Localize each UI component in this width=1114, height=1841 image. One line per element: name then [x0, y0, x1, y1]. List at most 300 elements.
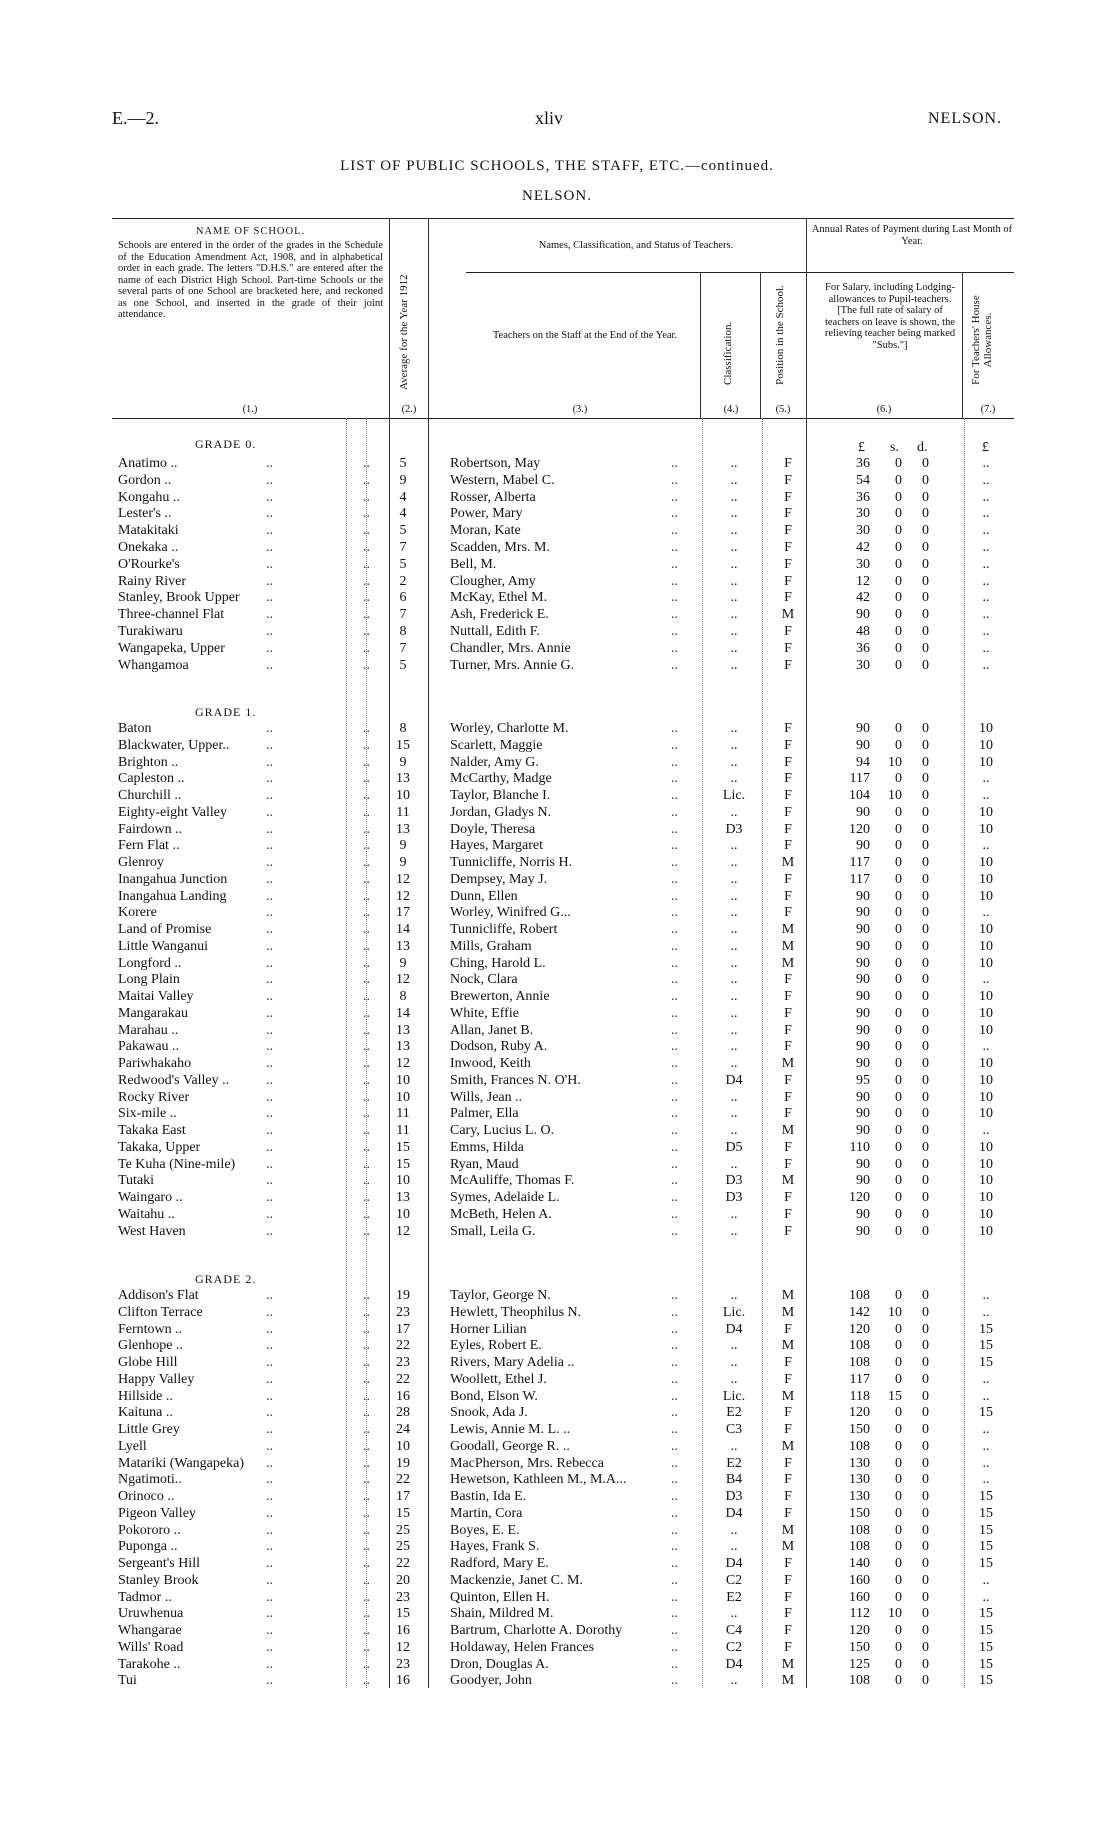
salary-shillings: 0 [895, 624, 902, 639]
teacher-name: Western, Mabel C. [450, 472, 555, 488]
salary-pence: 0 [922, 1589, 929, 1605]
leader-dots: .. [266, 754, 273, 770]
position: M [781, 1173, 795, 1189]
leader-dots: .. [266, 955, 273, 971]
leader-dots: .. [671, 1673, 678, 1689]
leader-dots: .. [363, 1673, 370, 1689]
pound-unit: £ [858, 440, 865, 455]
school-name: Uruwhenua [118, 1606, 184, 1622]
classification: .. [730, 938, 738, 954]
leader-dots: .. [266, 657, 273, 673]
leader-dots: .. [363, 607, 370, 623]
leader-dots: .. [671, 821, 678, 837]
leader-dots: .. [671, 1056, 678, 1071]
position: F [784, 1556, 792, 1571]
leader-dots: .. [363, 955, 370, 971]
salary-pounds: 108 [849, 1438, 870, 1454]
position: F [784, 737, 792, 753]
leader-dots: .. [266, 1206, 273, 1222]
teacher-name: Chandler, Mrs. Annie [450, 640, 571, 656]
table-row [0, 754, 1114, 771]
classification: .. [730, 1355, 738, 1370]
teacher-name: Small, Leila G. [450, 1223, 536, 1239]
house-allowance: 10 [979, 1022, 993, 1038]
table-row [0, 1522, 1114, 1539]
salary-pence: 0 [922, 1472, 929, 1488]
school-name: Puponga .. [118, 1539, 178, 1555]
leader-dots: .. [363, 1388, 370, 1404]
salary-pounds: 95 [856, 1072, 870, 1088]
position: F [784, 1472, 792, 1488]
average-attendance: 5 [399, 657, 407, 673]
position: F [784, 1405, 792, 1421]
classification: .. [730, 888, 738, 904]
position: F [784, 472, 792, 488]
leader-dots: .. [671, 1072, 678, 1088]
average-attendance: 7 [399, 607, 407, 623]
classification: .. [730, 804, 738, 820]
table-row [0, 640, 1114, 657]
school-name: Matariki (Wangapeka) [118, 1455, 244, 1471]
salary-shillings: 15 [888, 1388, 902, 1404]
average-attendance: 12 [396, 1223, 410, 1239]
salary-shillings: 0 [895, 1539, 902, 1555]
leader-dots: .. [363, 1206, 370, 1222]
teacher-name: Snook, Ada J. [450, 1405, 528, 1421]
classification: D4 [725, 1505, 743, 1521]
salary-pence: 0 [922, 1522, 929, 1538]
house-allowance: .. [982, 1388, 990, 1404]
table-row [0, 657, 1114, 674]
leader-dots: .. [363, 1639, 370, 1655]
salary-pence: 0 [922, 938, 929, 954]
classification: .. [730, 1371, 738, 1387]
teacher-name: McBeth, Helen A. [450, 1206, 552, 1222]
classification: D3 [725, 1173, 743, 1189]
salary-shillings: 0 [895, 1223, 902, 1239]
leader-dots: .. [671, 1022, 678, 1038]
teacher-name: Doyle, Theresa [450, 821, 536, 837]
salary-pounds: 90 [856, 804, 870, 820]
leader-dots: .. [671, 573, 678, 589]
average-attendance: 4 [399, 489, 407, 505]
position: F [784, 1422, 792, 1437]
leader-dots: .. [671, 523, 678, 539]
leader-dots: .. [363, 754, 370, 770]
salary-pence: 0 [922, 590, 929, 606]
leader-dots: .. [363, 1405, 370, 1421]
salary-shillings: 0 [895, 1489, 902, 1504]
salary-pence: 0 [922, 1206, 929, 1222]
leader-dots: .. [671, 955, 678, 971]
teacher-name: Ryan, Maud [450, 1156, 519, 1172]
salary-shillings: 0 [895, 640, 902, 656]
classification: .. [730, 1223, 738, 1239]
position: F [784, 456, 792, 471]
leader-dots: .. [671, 556, 678, 572]
salary-pence: 0 [922, 1022, 929, 1038]
classification: .. [730, 1539, 738, 1555]
leader-dots: .. [671, 640, 678, 656]
leader-dots: .. [671, 1156, 678, 1172]
salary-pounds: 90 [856, 1206, 870, 1222]
average-attendance: 19 [396, 1455, 410, 1471]
teacher-name: Mills, Graham [450, 938, 532, 954]
salary-pounds: 30 [856, 506, 870, 522]
salary-pounds: 36 [856, 640, 870, 656]
position: M [781, 1388, 795, 1404]
school-name: Waingaro .. [118, 1190, 183, 1205]
leader-dots: .. [671, 972, 678, 988]
school-name: Longford .. [118, 955, 182, 971]
table-row [0, 971, 1114, 988]
leader-dots: .. [671, 1173, 678, 1189]
salary-pounds: 48 [856, 624, 870, 639]
leader-dots: .. [671, 1589, 678, 1605]
salary-pounds: 125 [849, 1656, 870, 1672]
teacher-name: Holdaway, Helen Frances [450, 1639, 595, 1655]
salary-pounds: 130 [849, 1489, 870, 1504]
house-allowance: 15 [979, 1606, 993, 1622]
leader-dots: .. [266, 640, 273, 656]
salary-shillings: 0 [895, 540, 902, 555]
leader-dots: .. [363, 721, 370, 736]
leader-dots: .. [671, 938, 678, 954]
leader-dots: .. [363, 888, 370, 904]
leader-dots: .. [266, 1022, 273, 1038]
teacher-name: Nuttall, Edith F. [450, 624, 540, 639]
house-allowance: .. [982, 657, 990, 673]
teacher-name: Shain, Mildred M. [450, 1606, 554, 1622]
leader-dots: .. [266, 1005, 273, 1021]
table-row [0, 1354, 1114, 1371]
classification: .. [730, 1156, 738, 1172]
leader-dots: .. [363, 1022, 370, 1038]
teacher-name: Cary, Lucius L. O. [450, 1123, 555, 1138]
classification: D3 [725, 1190, 743, 1205]
leader-dots: .. [671, 1190, 678, 1205]
leader-dots: .. [363, 1089, 370, 1105]
school-name: Marahau .. [118, 1022, 179, 1038]
salary-pence: 0 [922, 1156, 929, 1172]
average-attendance: 6 [399, 590, 407, 606]
average-attendance: 10 [396, 788, 410, 803]
salary-pence: 0 [922, 1223, 929, 1239]
salary-pounds: 108 [849, 1355, 870, 1370]
house-allowance: 10 [979, 821, 993, 837]
salary-pounds: 150 [849, 1422, 870, 1437]
average-attendance: 25 [396, 1522, 410, 1538]
salary-pence: 0 [922, 657, 929, 673]
salary-pence: 0 [922, 556, 929, 572]
school-name: Six-mile .. [118, 1106, 177, 1122]
salary-shillings: 0 [895, 905, 902, 921]
average-attendance: 13 [396, 821, 410, 837]
salary-pounds: 90 [856, 1106, 870, 1122]
school-name: Anatimo .. [118, 456, 178, 471]
salary-pounds: 130 [849, 1472, 870, 1488]
leader-dots: .. [266, 838, 273, 854]
salary-pounds: 150 [849, 1505, 870, 1521]
classification: .. [730, 1039, 738, 1055]
teacher-name: Jordan, Gladys N. [450, 804, 552, 820]
position: F [784, 1489, 792, 1504]
table-row [0, 522, 1114, 539]
leader-dots: .. [363, 804, 370, 820]
school-name: Wangapeka, Upper [118, 640, 225, 656]
position: F [784, 1321, 792, 1337]
leader-dots: .. [363, 1072, 370, 1088]
table-row [0, 1038, 1114, 1055]
leader-dots: .. [266, 590, 273, 606]
leader-dots: .. [266, 472, 273, 488]
school-name: Redwood's Valley .. [118, 1072, 230, 1088]
salary-shillings: 0 [895, 1522, 902, 1538]
classification: C4 [725, 1623, 743, 1638]
average-attendance: 11 [396, 1123, 410, 1138]
table-row [0, 1371, 1114, 1388]
salary-pence: 0 [922, 1656, 929, 1672]
school-name: Little Wanganui [118, 938, 208, 954]
school-name: Happy Valley [118, 1371, 195, 1387]
teacher-name: Ching, Harold L. [450, 955, 546, 971]
classification: D3 [725, 821, 743, 837]
column-number: (5.) [775, 404, 791, 415]
salary-shillings: 0 [895, 1072, 902, 1088]
salary-pence: 0 [922, 905, 929, 921]
average-attendance: 13 [396, 1022, 410, 1038]
house-allowance: 15 [979, 1405, 993, 1421]
school-name: Lyell [118, 1438, 147, 1454]
house-allowance: 10 [979, 1106, 993, 1122]
salary-pounds: 90 [856, 838, 870, 854]
leader-dots: .. [363, 1304, 370, 1320]
teacher-name: Mackenzie, Janet C. M. [450, 1572, 583, 1588]
leader-dots: .. [266, 1472, 273, 1488]
table-row [0, 1172, 1114, 1189]
average-attendance: 14 [396, 922, 410, 937]
salary-pence: 0 [922, 788, 929, 803]
average-attendance: 12 [396, 888, 410, 904]
leader-dots: .. [671, 771, 678, 787]
salary-pounds: 90 [856, 1022, 870, 1038]
salary-shillings: 0 [895, 972, 902, 988]
classification: D4 [725, 1321, 743, 1337]
table-row [0, 1622, 1114, 1639]
salary-pence: 0 [922, 888, 929, 904]
leader-dots: .. [363, 540, 370, 555]
leader-dots: .. [266, 1388, 273, 1404]
average-attendance: 5 [399, 523, 407, 539]
leader-dots: .. [363, 737, 370, 753]
leader-dots: .. [266, 1156, 273, 1172]
table-row [0, 1304, 1114, 1321]
leader-dots: .. [363, 1223, 370, 1239]
salary-pounds: 90 [856, 922, 870, 937]
classification: .. [730, 540, 738, 555]
teacher-name: Nalder, Amy G. [450, 754, 539, 770]
salary-shillings: 10 [888, 1606, 902, 1622]
position: M [781, 938, 795, 954]
school-name: Globe Hill [118, 1355, 178, 1370]
salary-pence: 0 [922, 871, 929, 887]
table-row [0, 1189, 1114, 1206]
salary-pounds: 160 [849, 1589, 870, 1605]
house-allowance: 10 [979, 955, 993, 971]
school-name: Baton [118, 721, 152, 736]
position: M [781, 1123, 795, 1138]
salary-pounds: 117 [849, 871, 870, 887]
leader-dots: .. [266, 1673, 273, 1689]
salary-shillings: 0 [895, 657, 902, 673]
house-allowance: .. [982, 1472, 990, 1488]
salary-pence: 0 [922, 1505, 929, 1521]
teacher-name: Clougher, Amy [450, 573, 536, 589]
leader-dots: .. [266, 938, 273, 954]
salary-pounds: 104 [849, 788, 870, 803]
house-allowance: .. [982, 640, 990, 656]
salary-pence: 0 [922, 1056, 929, 1071]
table-row [0, 804, 1114, 821]
table-row [0, 1089, 1114, 1106]
classification: .. [730, 624, 738, 639]
salary-pounds: 112 [849, 1606, 870, 1622]
teacher-name: White, Effie [450, 1005, 519, 1021]
position: F [784, 540, 792, 555]
house-allowance: 15 [979, 1539, 993, 1555]
school-name: Pigeon Valley [118, 1505, 196, 1521]
column-number: (3.) [572, 404, 588, 415]
teacher-name: Bell, M. [450, 556, 497, 572]
leader-dots: .. [671, 1321, 678, 1337]
teacher-name: Quinton, Ellen H. [450, 1589, 550, 1605]
salary-shillings: 0 [895, 888, 902, 904]
salary-pence: 0 [922, 955, 929, 971]
house-allowance: 10 [979, 1156, 993, 1172]
position: M [781, 1656, 795, 1672]
salary-shillings: 10 [888, 1304, 902, 1320]
position: F [784, 1039, 792, 1055]
leader-dots: .. [266, 1589, 273, 1605]
teacher-name: Wills, Jean .. [450, 1089, 523, 1105]
position: F [784, 754, 792, 770]
classification: D4 [725, 1556, 743, 1571]
classification: .. [730, 972, 738, 988]
leader-dots: .. [671, 871, 678, 887]
school-name: Onekaka .. [118, 540, 179, 555]
classification: C2 [725, 1572, 743, 1588]
average-attendance: 14 [396, 1005, 410, 1021]
teacher-name: McCarthy, Madge [450, 771, 552, 787]
column-number: (1.) [242, 404, 258, 415]
salary-shillings: 0 [895, 1572, 902, 1588]
salary-pounds: 130 [849, 1455, 870, 1471]
classification: .. [730, 1338, 738, 1354]
salary-pounds: 30 [856, 523, 870, 539]
table-row [0, 1055, 1114, 1072]
classification: .. [730, 573, 738, 589]
leader-dots: .. [266, 540, 273, 555]
page-number: xliv [535, 108, 564, 128]
leader-dots: .. [363, 1656, 370, 1672]
teacher-name: Martin, Cora [450, 1505, 523, 1521]
teacher-name: Robertson, May [450, 456, 541, 471]
school-name: Korere [118, 905, 157, 921]
average-attendance: 22 [396, 1556, 410, 1571]
house-allowance: 10 [979, 1223, 993, 1239]
salary-pounds: 90 [856, 1005, 870, 1021]
salary-pounds: 90 [856, 1173, 870, 1189]
house-allowance: .. [982, 472, 990, 488]
table-row [0, 455, 1114, 472]
salary-shillings: 0 [895, 771, 902, 787]
leader-dots: .. [266, 624, 273, 639]
leader-dots: .. [363, 506, 370, 522]
house-allowance: 15 [979, 1522, 993, 1538]
position: F [784, 1139, 792, 1155]
leader-dots: .. [266, 1106, 273, 1122]
average-attendance: 16 [396, 1623, 410, 1638]
leader-dots: .. [266, 1190, 273, 1205]
average-attendance: 25 [396, 1539, 410, 1555]
school-name: Rocky River [118, 1089, 190, 1105]
average-attendance: 12 [396, 871, 410, 887]
average-attendance: 12 [396, 1056, 410, 1071]
school-name: Stanley, Brook Upper [118, 590, 240, 606]
school-name: Churchill .. [118, 788, 182, 803]
teacher-name: Rosser, Alberta [450, 489, 536, 505]
salary-pounds: 90 [856, 938, 870, 954]
salary-shillings: 0 [895, 1173, 902, 1189]
house-allowance: 15 [979, 1673, 993, 1689]
teacher-name: Dunn, Ellen [450, 888, 518, 904]
average-attendance: 17 [396, 905, 410, 921]
table-row [0, 1471, 1114, 1488]
leader-dots: .. [363, 1556, 370, 1571]
table-row [0, 1206, 1114, 1223]
salary-pence: 0 [922, 737, 929, 753]
school-name: Waitahu .. [118, 1206, 175, 1222]
salary-pence: 0 [922, 1489, 929, 1504]
average-attendance: 15 [396, 1505, 410, 1521]
leader-dots: .. [363, 1522, 370, 1538]
leader-dots: .. [266, 556, 273, 572]
salary-shillings: 0 [895, 955, 902, 971]
column-number: (6.) [876, 404, 892, 415]
school-name: Little Grey [118, 1422, 180, 1437]
school-name: O'Rourke's [118, 556, 180, 572]
school-name: Ferntown .. [118, 1321, 183, 1337]
leader-dots: .. [671, 888, 678, 904]
table-row [0, 720, 1114, 737]
leader-dots: .. [266, 1656, 273, 1672]
salary-shillings: 0 [895, 1472, 902, 1488]
salary-heading: For Salary, including Lodging-allowances to Pupil-teachers. [The full rate of salary of teachers on leave is shown, the relieving teacher being marked "Subs."] [824, 282, 956, 351]
leader-dots: .. [363, 657, 370, 673]
column-number: (4.) [723, 404, 739, 415]
house-allowance: .. [982, 456, 990, 471]
position: F [784, 1089, 792, 1105]
leader-dots: .. [363, 838, 370, 854]
salary-shillings: 0 [895, 1623, 902, 1638]
average-attendance: 9 [399, 472, 407, 488]
leader-dots: .. [363, 1338, 370, 1354]
salary-shillings: 0 [895, 804, 902, 820]
leader-dots: .. [671, 1304, 678, 1320]
school-name: Glenhope .. [118, 1338, 183, 1354]
salary-pounds: 108 [849, 1338, 870, 1354]
leader-dots: .. [363, 1139, 370, 1155]
